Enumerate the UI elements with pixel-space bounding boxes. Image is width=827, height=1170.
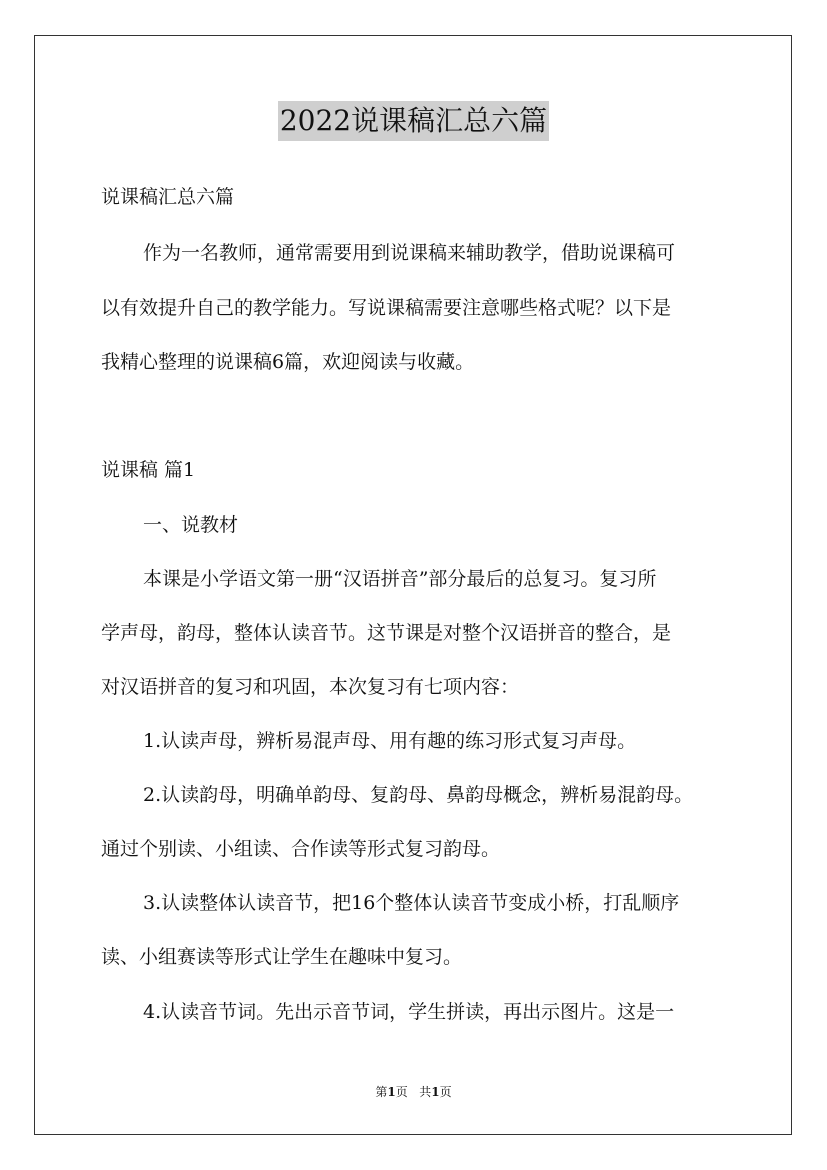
body-line-6: 通过个别读、小组读、合作读等形式复习韵母。	[101, 838, 501, 860]
document-title: 2022说课稿汇总六篇	[278, 101, 549, 141]
body-line-8: 读、小组赛读等形式让学生在趣味中复习。	[101, 946, 463, 968]
total-pages: 1	[431, 1085, 440, 1099]
page-prefix: 第	[375, 1085, 388, 1099]
body-line-5: 2.认读韵母，明确单韵母、复韵母、鼻韵母概念，辨析易混韵母。	[143, 784, 694, 806]
intro-line-2: 以有效提升自己的教学能力。写说课稿需要注意哪些格式呢？以下是	[101, 297, 672, 319]
total-suffix: 页	[439, 1085, 452, 1099]
sub-heading: 一、说教材	[143, 514, 239, 536]
document-subtitle: 说课稿汇总六篇	[101, 186, 235, 208]
body-line-3: 对汉语拼音的复习和巩固，本次复习有七项内容：	[101, 676, 520, 698]
intro-line-1: 作为一名教师，通常需要用到说课稿来辅助教学，借助说课稿可	[143, 242, 676, 264]
page-number: 1	[387, 1085, 396, 1099]
page-footer	[0, 1083, 827, 1101]
body-line-9: 4.认读音节词。先出示音节词，学生拼读，再出示图片。这是一	[143, 1001, 675, 1023]
title-container	[0, 101, 827, 141]
body-line-4: 1.认读声母，辨析易混声母、用有趣的练习形式复习声母。	[143, 730, 637, 752]
total-prefix: 共	[419, 1085, 432, 1099]
body-line-2: 学声母，韵母，整体认读音节。这节课是对整个汉语拼音的整合，是	[101, 622, 672, 644]
section-heading: 说课稿 篇1	[101, 459, 196, 481]
body-line-7: 3.认读整体认读音节，把16个整体认读音节变成小桥，打乱顺序	[143, 892, 680, 914]
body-line-1: 本课是小学语文第一册“汉语拼音”部分最后的总复习。复习所	[143, 568, 657, 590]
page-suffix: 页	[395, 1085, 408, 1099]
intro-line-3: 我精心整理的说课稿6篇，欢迎阅读与收藏。	[101, 351, 475, 373]
